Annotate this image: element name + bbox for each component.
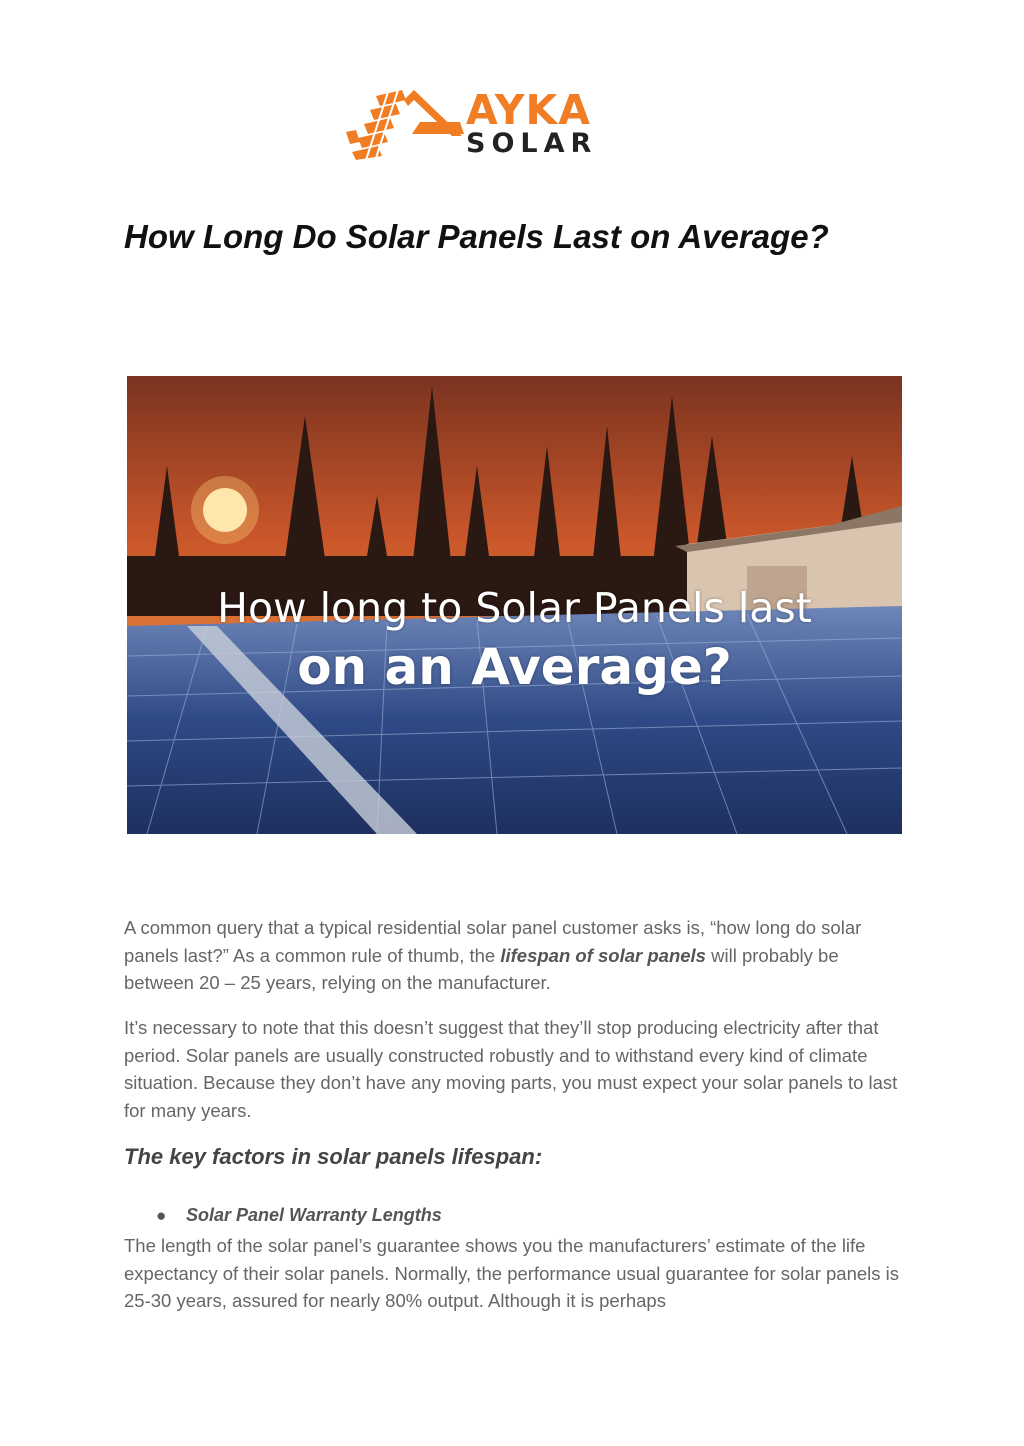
durability-paragraph: It’s necessary to note that this doesn’t suggest that they’ll stop producing electricity after that period. Solar panels are usually constructed robustly and to withstand every kind of climate situation. Because they don’t have any moving parts, you must expect your solar panels to last for many years. [124, 1017, 898, 1121]
intro-paragraph [124, 914, 904, 997]
hero-image [127, 376, 902, 834]
hero-caption-line2: on an Average? [297, 638, 732, 696]
logo-brand-bottom: SOLAR [466, 128, 598, 159]
logo-brand-top: AYKA [466, 86, 591, 134]
intro-text-part2: will probably be between 20 – 25 years, relying on the manufacturer. [124, 944, 839, 993]
section-heading: The key factors in solar panels lifespan: [124, 1144, 543, 1169]
ayka-solar-logo [342, 86, 612, 164]
page-title: How Long Do Solar Panels Last on Average? [124, 218, 829, 255]
bullet-dot: ● [156, 1206, 167, 1225]
intro-text-part1: A common query that a typical residential solar panel customer asks is, “how long do solar panels last?” As a common rule of thumb, the [124, 917, 862, 966]
warranty-paragraph: The length of the solar panel’s guarantee shows you the manufacturers’ estimate of the life expectancy of their solar panels. Normally, the performance usual guarantee for solar panels is 25-30 years, assured for nearly 80% output. Although it is perhaps [124, 1235, 900, 1311]
lifespan-emphasis: lifespan of solar panels [500, 944, 706, 966]
bullet-label: Solar Panel Warranty Lengths [186, 1205, 442, 1225]
bullet-item [156, 1205, 442, 1226]
solar-panel-logo-icon [342, 86, 472, 164]
hero-caption-line1: How long to Solar Panels last [217, 584, 812, 632]
